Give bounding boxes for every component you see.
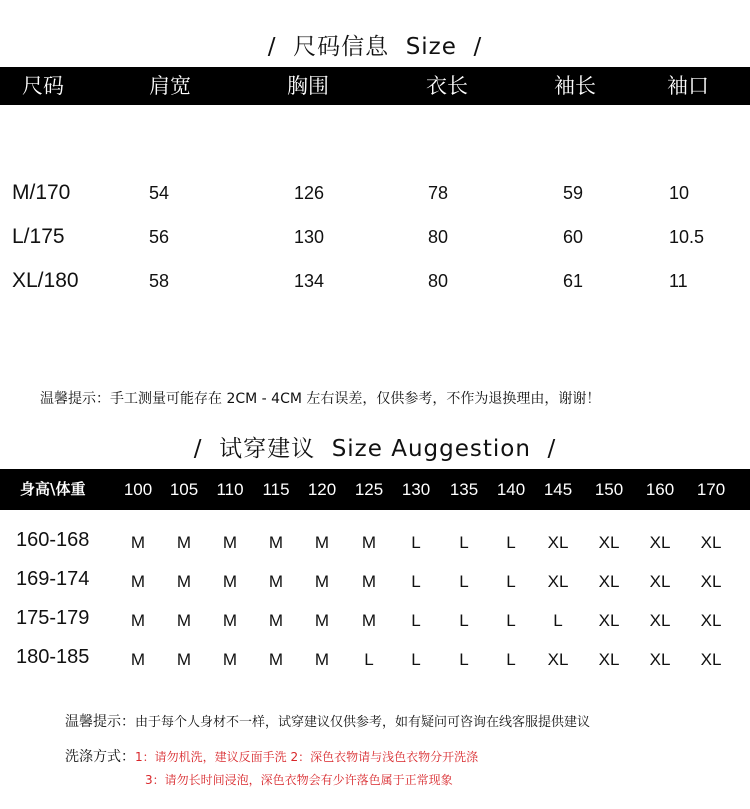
suggestion-cell: XL bbox=[547, 533, 569, 552]
suggestion-cell: XL bbox=[700, 533, 722, 552]
height-row-label: 175-179 bbox=[16, 607, 90, 629]
size-table-header bbox=[0, 67, 750, 105]
header-weight: 115 bbox=[262, 480, 290, 499]
suggestion-cell: XL bbox=[598, 572, 620, 591]
size-cell: 54 bbox=[149, 183, 170, 203]
suggestion-cell: L bbox=[459, 572, 469, 591]
suggestion-cell: XL bbox=[547, 650, 569, 669]
header-shoulder: 肩宽 bbox=[149, 74, 191, 98]
suggestion-cell: M bbox=[314, 650, 330, 669]
suggestion-cell: XL bbox=[547, 572, 569, 591]
suggestion-cell: M bbox=[361, 533, 377, 552]
header-height-weight: 身高\体重 bbox=[20, 480, 86, 498]
header-chest: 胸围 bbox=[287, 74, 329, 98]
header-weight: 150 bbox=[594, 480, 624, 499]
suggestion-cell: L bbox=[506, 533, 516, 552]
suggestion-cell: M bbox=[176, 572, 192, 591]
suggestion-cell: M bbox=[268, 650, 284, 669]
suggestion-cell: L bbox=[411, 611, 421, 630]
suggestion-cell: M bbox=[268, 611, 284, 630]
suggestion-cell: XL bbox=[598, 533, 620, 552]
header-weight: 105 bbox=[169, 480, 199, 499]
header-sleeve: 袖长 bbox=[554, 74, 596, 98]
header-weight: 125 bbox=[354, 480, 384, 499]
header-weight: 170 bbox=[696, 480, 726, 499]
suggestion-cell: M bbox=[130, 533, 146, 552]
header-weight: 130 bbox=[401, 480, 431, 499]
suggestion-cell: XL bbox=[649, 533, 671, 552]
suggestion-cell: M bbox=[130, 572, 146, 591]
header-size: 尺码 bbox=[22, 74, 64, 98]
suggestion-cell: M bbox=[222, 611, 238, 630]
suggestion-cell: XL bbox=[649, 572, 671, 591]
size-cell: 126 bbox=[294, 183, 325, 203]
size-cell: 59 bbox=[563, 183, 584, 203]
size-cell: 78 bbox=[428, 183, 449, 203]
suggestion-cell: XL bbox=[649, 650, 671, 669]
suggestion-cell: L bbox=[459, 533, 469, 552]
suggestion-cell: L bbox=[553, 611, 563, 630]
suggestion-cell: M bbox=[130, 650, 146, 669]
header-weight: 110 bbox=[216, 480, 244, 499]
suggestion-cell: M bbox=[222, 572, 238, 591]
header-weight: 120 bbox=[307, 480, 337, 499]
size-note: 温馨提示：手工测量可能存在 2CM - 4CM 左右误差，仅供参考，不作为退换理由，谢谢！ bbox=[40, 391, 601, 407]
size-row-label: XL/180 bbox=[12, 269, 79, 292]
header-length: 衣长 bbox=[426, 74, 468, 98]
suggestion-cell: M bbox=[314, 611, 330, 630]
height-row-label: 160-168 bbox=[16, 529, 90, 551]
header-weight: 145 bbox=[543, 480, 573, 499]
footer-wash-label: 洗涤方式： bbox=[65, 749, 135, 765]
size-cell: 60 bbox=[563, 227, 584, 247]
footer-tip-label: 温馨提示： bbox=[65, 714, 135, 730]
footer-tip-text: 由于每个人身材不一样，试穿建议仅供参考，如有疑问可咨询在线客服提供建议 bbox=[135, 715, 591, 730]
footer-wash-line2: 3：请勿长时间浸泡，深色衣物会有少许落色属于正常现象 bbox=[145, 773, 453, 787]
header-weight: 160 bbox=[645, 480, 675, 499]
suggestion-cell: L bbox=[459, 611, 469, 630]
size-cell: 134 bbox=[294, 271, 325, 291]
size-cell: 130 bbox=[294, 227, 325, 247]
size-cell: 10.5 bbox=[669, 227, 705, 247]
footer-wash bbox=[65, 746, 478, 766]
suggestion-cell: L bbox=[506, 611, 516, 630]
size-info-title: / 尺码信息 Size / bbox=[267, 34, 483, 60]
suggestion-cell: L bbox=[506, 572, 516, 591]
suggestion-cell: M bbox=[361, 572, 377, 591]
height-row-label: 169-174 bbox=[16, 568, 90, 590]
suggestion-cell: XL bbox=[649, 611, 671, 630]
suggestion-cell: L bbox=[411, 650, 421, 669]
suggestion-cell: XL bbox=[700, 611, 722, 630]
footer-wash-line1: 1：请勿机洗，建议反面手洗 2：深色衣物请与浅色衣物分开洗涤 bbox=[135, 750, 479, 764]
size-cell: 80 bbox=[428, 227, 449, 247]
suggestion-cell: M bbox=[176, 533, 192, 552]
suggestion-cell: L bbox=[459, 650, 469, 669]
suggestion-cell: XL bbox=[700, 572, 722, 591]
height-row-label: 180-185 bbox=[16, 646, 90, 668]
suggestion-cell: L bbox=[364, 650, 374, 669]
suggestion-title: / 试穿建议 Size Auggestion / bbox=[193, 436, 557, 462]
size-cell: 80 bbox=[428, 271, 449, 291]
footer-tip bbox=[65, 711, 590, 731]
size-row-label: M/170 bbox=[12, 181, 71, 204]
size-cell: 10 bbox=[669, 183, 690, 203]
size-cell: 56 bbox=[149, 227, 170, 247]
suggestion-cell: XL bbox=[700, 650, 722, 669]
suggestion-cell: L bbox=[411, 533, 421, 552]
suggestion-cell: M bbox=[176, 611, 192, 630]
suggestion-cell: L bbox=[411, 572, 421, 591]
header-cuff: 袖口 bbox=[667, 74, 709, 98]
suggestion-cell: M bbox=[361, 611, 377, 630]
suggestion-cell: XL bbox=[598, 611, 620, 630]
header-weight: 100 bbox=[123, 480, 153, 499]
suggestion-cell: L bbox=[506, 650, 516, 669]
size-row-label: L/175 bbox=[12, 225, 65, 248]
suggestion-cell: M bbox=[268, 533, 284, 552]
size-cell: 58 bbox=[149, 271, 170, 291]
header-weight: 135 bbox=[449, 480, 479, 499]
suggestion-table-header bbox=[0, 469, 750, 510]
header-weight: 140 bbox=[496, 480, 526, 499]
suggestion-cell: M bbox=[314, 533, 330, 552]
suggestion-cell: M bbox=[130, 611, 146, 630]
suggestion-cell: M bbox=[222, 533, 238, 552]
size-cell: 61 bbox=[563, 271, 584, 291]
suggestion-cell: M bbox=[268, 572, 284, 591]
size-cell: 11 bbox=[669, 271, 688, 291]
suggestion-cell: M bbox=[222, 650, 238, 669]
suggestion-cell: M bbox=[314, 572, 330, 591]
suggestion-cell: M bbox=[176, 650, 192, 669]
suggestion-cell: XL bbox=[598, 650, 620, 669]
